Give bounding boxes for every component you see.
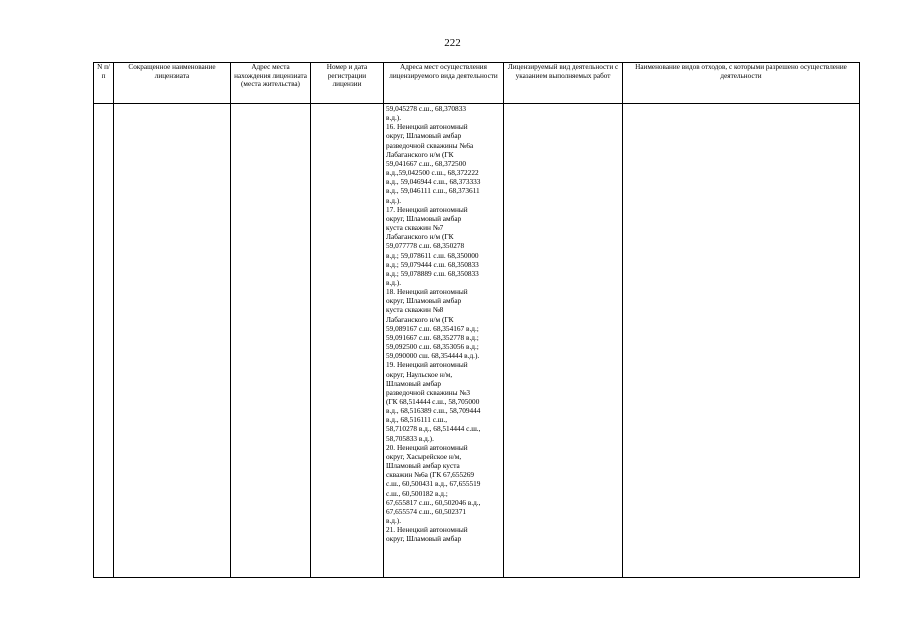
place-line: округ, Шламовый амбар bbox=[386, 296, 462, 306]
place-line: 67,655817 с.ш., 60,502046 в.д., bbox=[386, 497, 481, 507]
place-line: 17. Ненецкий автономный bbox=[386, 204, 468, 214]
place-line: в.д.; 59,079444 с.ш. 68,350833 bbox=[386, 259, 479, 269]
place-line: 59,041667 с.ш., 68,372500 bbox=[386, 158, 467, 168]
place-line: в.д., 59,046944 с.ш., 68,373333 bbox=[386, 177, 481, 187]
header-licensed-activity: Лицензируемый вид деятельности с указанием выполняемых работ bbox=[504, 63, 623, 104]
place-line: округ, Шламовый амбар bbox=[386, 534, 462, 544]
header-waste-types: Наименование видов отходов, с которыми разрешено осуществление деятельности bbox=[623, 63, 860, 104]
cell-activity-places bbox=[384, 104, 504, 578]
place-line: в.д.). bbox=[386, 113, 402, 123]
place-line: 59,045278 с.ш., 68,370833 bbox=[386, 104, 467, 113]
place-line: 58,705833 в.д.). bbox=[386, 433, 434, 443]
place-line: 59,089167 с.ш. 68,354167 в.д.; bbox=[386, 323, 479, 333]
place-line: в.д., 68,516389 с.ш., 58,709444 bbox=[386, 406, 481, 416]
place-line: в.д.). bbox=[386, 516, 402, 526]
place-line: Лабаганского н/м (ГК bbox=[386, 314, 454, 324]
place-line: Шламовый амбар куста bbox=[386, 461, 460, 471]
place-line: в.д., 59,046111 с.ш., 68,373611 bbox=[386, 186, 480, 196]
place-line: 59,090000 сш. 68,354444 в.д.). bbox=[386, 351, 480, 361]
license-register-table bbox=[93, 62, 860, 578]
place-line: 18. Ненецкий автономный bbox=[386, 287, 468, 297]
header-licensee-address: Адрес места нахождения лицензиата (места жительства) bbox=[231, 63, 311, 104]
place-line: Шламовый амбар bbox=[386, 378, 442, 388]
place-line: куста скважин №8 bbox=[386, 305, 444, 315]
place-line: 19. Ненецкий автономный bbox=[386, 360, 468, 370]
place-line: 58,710278 в.д., 68,514444 с.ш., bbox=[386, 424, 481, 434]
place-line: округ, Шламовый амбар bbox=[386, 213, 462, 223]
place-line: 59,091667 с.ш. 68,352778 в.д.; bbox=[386, 332, 479, 342]
header-licensee-name: Сокращенное наименование лицензиата bbox=[114, 63, 231, 104]
place-line: с.ш., 60,500431 в.д., 67,655519 bbox=[386, 479, 481, 489]
place-line: разведочной скважины №6а bbox=[386, 140, 474, 150]
place-line: скважин №6а (ГК 67,655269 bbox=[386, 470, 475, 480]
place-line: с.ш., 60,500182 в.д.; bbox=[386, 488, 448, 498]
place-line: в.д.,59,042500 с.ш., 68,372222 bbox=[386, 168, 479, 178]
place-line: куста скважин №7 bbox=[386, 223, 444, 233]
cell-licensed-activity bbox=[504, 104, 623, 578]
place-line: 16. Ненецкий автономный bbox=[386, 122, 468, 132]
place-line: (ГК 68,514444 с.ш., 58,705000 bbox=[386, 397, 480, 406]
header-number: N п/п bbox=[94, 63, 114, 104]
cell-number bbox=[94, 104, 114, 578]
table-row bbox=[94, 104, 860, 578]
place-line: Лабаганского н/м (ГК bbox=[386, 232, 454, 242]
place-line: округ, Хасырейское н/м, bbox=[386, 451, 462, 461]
place-line: округ, Наульское н/м, bbox=[386, 369, 453, 379]
page-number: 222 bbox=[444, 37, 461, 49]
place-line: округ, Шламовый амбар bbox=[386, 131, 462, 141]
cell-license-registration bbox=[311, 104, 384, 578]
place-line: 20. Ненецкий автономный bbox=[386, 442, 468, 452]
place-line: 59,077778 с.ш. 68,350278 bbox=[386, 241, 465, 251]
place-line: 59,092500 с.ш. 68,353056 в.д.; bbox=[386, 342, 479, 352]
place-line: в.д., 68,516111 с.ш., bbox=[386, 415, 448, 425]
place-line: Лабаганского н/м (ГК bbox=[386, 149, 454, 159]
cell-waste-types bbox=[623, 104, 860, 578]
place-line: в.д.; 59,078889 с.ш. 68,350833 bbox=[386, 268, 479, 278]
place-line: 21. Ненецкий автономный bbox=[386, 525, 468, 535]
place-line: в.д.). bbox=[386, 277, 402, 287]
cell-licensee-address bbox=[231, 104, 311, 578]
table-header-row bbox=[94, 63, 860, 104]
header-activity-places: Адреса мест осуществления лицензируемого вида деятельности bbox=[384, 63, 504, 104]
place-line: в.д.). bbox=[386, 195, 402, 205]
place-line: 67,655574 с.ш., 60,502371 bbox=[386, 506, 467, 516]
place-line: разведочной скважины №3 bbox=[386, 387, 470, 397]
place-line: в.д.; 59,078611 с.ш. 68,350000 bbox=[386, 250, 479, 260]
header-license-registration: Номер и дата регистрации лицензии bbox=[311, 63, 384, 104]
cell-licensee-name bbox=[114, 104, 231, 578]
